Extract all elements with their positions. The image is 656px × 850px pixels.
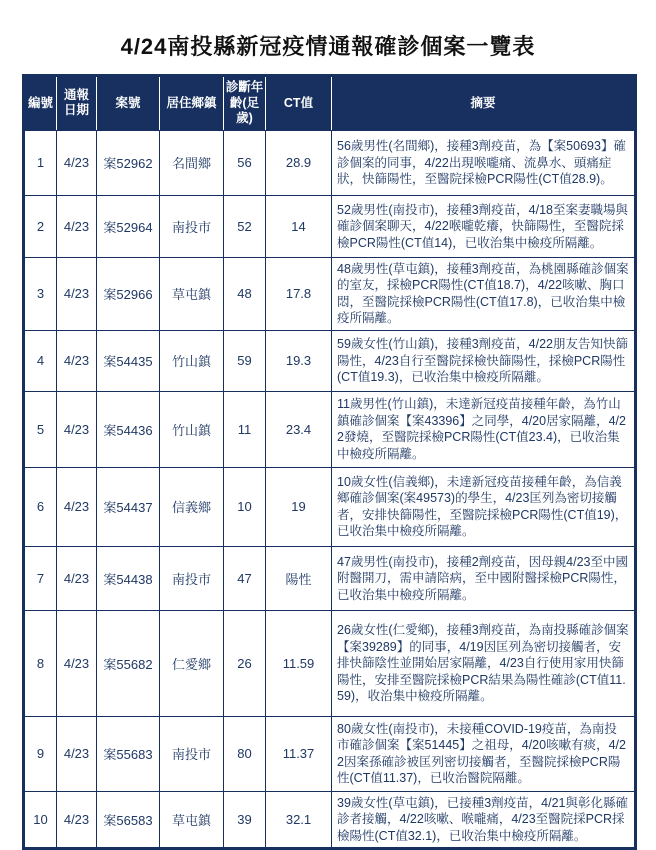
cell-ct-value: 17.8 (266, 257, 332, 330)
cell-township: 南投市 (160, 195, 224, 257)
cell-number: 10 (24, 791, 57, 849)
cell-township: 名間鄉 (160, 130, 224, 195)
cell-summary: 11歲男性(竹山鎮)，未達新冠疫苗接種年齡，為竹山鎮確診個案【案43396】之同學，4/20居家隔離，4/22發燒，至醫院採檢PCR陽性(CT值23.4)，已收治集中檢疫所隔離。 (332, 391, 636, 467)
cell-summary: 56歲男性(名間鄉)，接種3劑疫苗，為【案50693】確診個案的同事，4/22出現喉嚨痛、流鼻水、頭痛症狀，快篩陽性，至醫院採檢PCR陽性(CT值28.9)。 (332, 130, 636, 195)
cell-ct-value: 11.37 (266, 716, 332, 791)
cell-report-date: 4/23 (57, 330, 97, 391)
cell-report-date: 4/23 (57, 791, 97, 849)
page-title: 4/24南投縣新冠疫情通報確診個案一覽表 (120, 34, 536, 59)
cell-age: 39 (224, 791, 266, 849)
cell-case-id: 案55682 (97, 610, 160, 716)
header-number: 編號 (24, 76, 57, 131)
table-header-row (24, 76, 636, 131)
header-ct-value: CT值 (266, 76, 332, 131)
table-row (24, 610, 636, 716)
table-row (24, 467, 636, 546)
cell-age: 48 (224, 257, 266, 330)
header-report-date: 通報日期 (57, 76, 97, 131)
header-case-id: 案號 (97, 76, 160, 131)
cell-age: 11 (224, 391, 266, 467)
cell-case-id: 案54436 (97, 391, 160, 467)
cell-township: 信義鄉 (160, 467, 224, 546)
cell-case-id: 案54437 (97, 467, 160, 546)
cell-ct-value: 19.3 (266, 330, 332, 391)
table-row (24, 130, 636, 195)
cell-ct-value: 32.1 (266, 791, 332, 849)
cell-case-id: 案52964 (97, 195, 160, 257)
header-township: 居住鄉鎮 (160, 76, 224, 131)
cell-report-date: 4/23 (57, 716, 97, 791)
cell-age: 26 (224, 610, 266, 716)
table-row (24, 546, 636, 610)
cell-report-date: 4/23 (57, 130, 97, 195)
cell-summary: 80歲女性(南投市)，未接種COVID-19疫苗，為南投市確診個案【案51445】之祖母，4/20咳嗽有痰，4/22因案孫確診被匡列密切接觸者，至醫院採檢PCR陽性(CT值11.37)，已收治醫院隔離。 (332, 716, 636, 791)
cell-report-date: 4/23 (57, 195, 97, 257)
cell-case-id: 案56583 (97, 791, 160, 849)
cell-case-id: 案52966 (97, 257, 160, 330)
cell-ct-value: 陽性 (266, 546, 332, 610)
cell-ct-value: 19 (266, 467, 332, 546)
cell-summary: 48歲男性(草屯鎮)，接種3劑疫苗，為桃園縣確診個案的室友，採檢PCR陽性(CT值18.7)，4/22咳嗽、胸口悶，至醫院採檢PCR陽性(CT值17.8)，已收治集中檢疫所隔離。 (332, 257, 636, 330)
cell-report-date: 4/23 (57, 467, 97, 546)
header-summary: 摘要 (332, 76, 636, 131)
cell-case-id: 案52962 (97, 130, 160, 195)
cell-report-date: 4/23 (57, 546, 97, 610)
cell-report-date: 4/23 (57, 391, 97, 467)
cell-number: 9 (24, 716, 57, 791)
cell-ct-value: 23.4 (266, 391, 332, 467)
cell-case-id: 案54435 (97, 330, 160, 391)
cell-number: 5 (24, 391, 57, 467)
cell-age: 80 (224, 716, 266, 791)
table-row (24, 195, 636, 257)
cell-number: 7 (24, 546, 57, 610)
cell-number: 2 (24, 195, 57, 257)
cell-case-id: 案54438 (97, 546, 160, 610)
cell-summary: 52歲男性(南投市)，接種3劑疫苗，4/18至案妻職場與確診個案聊天，4/22喉嚨乾癢，快篩陽性，至醫院採檢PCR陽性(CT值14)，已收治集中檢疫所隔離。 (332, 195, 636, 257)
table-row (24, 391, 636, 467)
cell-ct-value: 28.9 (266, 130, 332, 195)
cell-age: 59 (224, 330, 266, 391)
table-row (24, 330, 636, 391)
cell-ct-value: 14 (266, 195, 332, 257)
cell-summary: 39歲女性(草屯鎮)，已接種3劑疫苗，4/21與彰化縣確診者接觸，4/22咳嗽、喉嚨痛，4/23至醫院採PCR採檢陽性(CT值32.1)，已收治集中檢疫所隔離。 (332, 791, 636, 849)
cell-report-date: 4/23 (57, 610, 97, 716)
cell-summary: 26歲女性(仁愛鄉)，接種3劑疫苗，為南投縣確診個案【案39289】的同事，4/19因匡列為密切接觸者，安排快篩陰性並開始居家隔離，4/23自行使用家用快篩陽性，安排至醫院採檢PCR結果為陽性確診(CT值11.59)，收治集中檢疫所隔離。 (332, 610, 636, 716)
table-row (24, 716, 636, 791)
cell-ct-value: 11.59 (266, 610, 332, 716)
cell-township: 仁愛鄉 (160, 610, 224, 716)
cell-township: 南投市 (160, 716, 224, 791)
cell-summary: 47歲男性(南投市)，接種2劑疫苗，因母親4/23至中國附醫開刀，需申請陪病，至中國附醫採檢PCR陽性，已收治集中檢疫所隔離。 (332, 546, 636, 610)
cell-township: 竹山鎮 (160, 330, 224, 391)
cell-summary: 10歲女性(信義鄉)，未達新冠疫苗接種年齡，為信義鄉確診個案(案49573)的學生，4/23匡列為密切接觸者，安排快篩陽性，至醫院採檢PCR陽性(CT值19)，已收治集中檢疫所隔離。 (332, 467, 636, 546)
cell-township: 草屯鎮 (160, 791, 224, 849)
cell-township: 竹山鎮 (160, 391, 224, 467)
table-row (24, 791, 636, 849)
cell-number: 6 (24, 467, 57, 546)
cell-number: 8 (24, 610, 57, 716)
cell-number: 3 (24, 257, 57, 330)
cell-number: 4 (24, 330, 57, 391)
table-row (24, 257, 636, 330)
cell-age: 56 (224, 130, 266, 195)
header-age: 診斷年齡(足歲) (224, 76, 266, 131)
cell-township: 南投市 (160, 546, 224, 610)
cell-report-date: 4/23 (57, 257, 97, 330)
cell-case-id: 案55683 (97, 716, 160, 791)
cell-age: 52 (224, 195, 266, 257)
cell-summary: 59歲女性(竹山鎮)，接種3劑疫苗，4/22朋友告知快篩陽性，4/23自行至醫院採檢快篩陽性，採檢PCR陽性(CT值19.3)，已收治集中檢疫所隔離。 (332, 330, 636, 391)
cell-number: 1 (24, 130, 57, 195)
cell-age: 47 (224, 546, 266, 610)
cell-township: 草屯鎮 (160, 257, 224, 330)
cases-table (22, 74, 637, 850)
cell-age: 10 (224, 467, 266, 546)
